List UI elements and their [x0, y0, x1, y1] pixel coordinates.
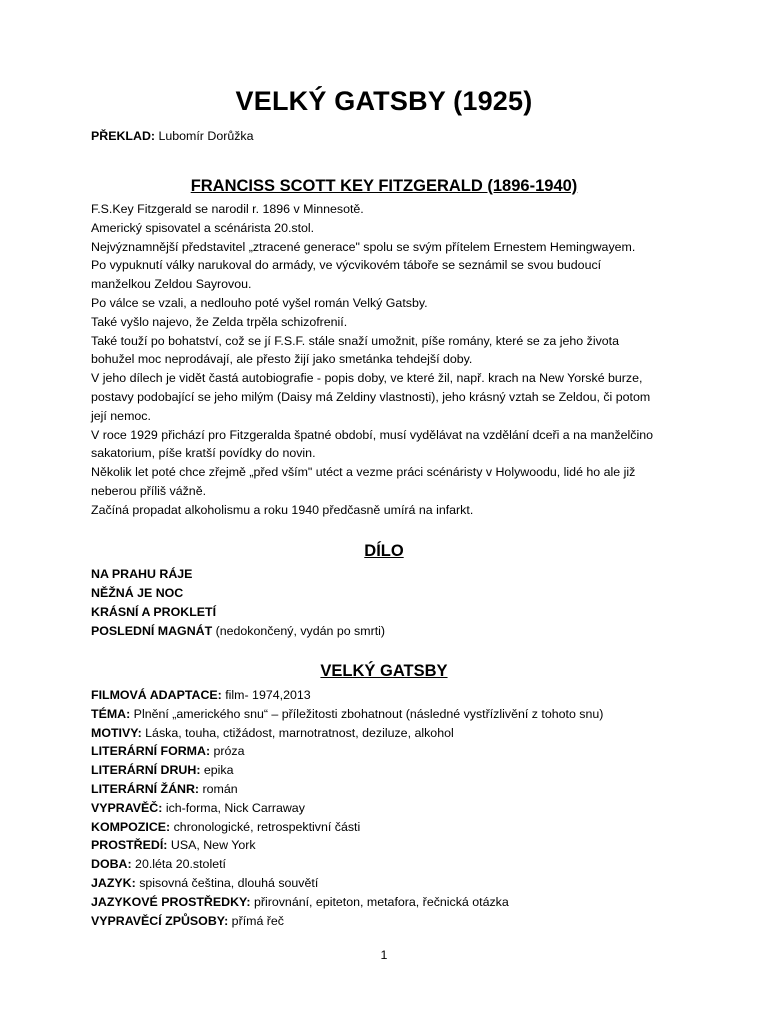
detail-value: film- 1974,2013 [221, 688, 311, 702]
author-heading: FRANCISS SCOTT KEY FITZGERALD (1896-1940) [190, 177, 578, 195]
detail-label: LITERÁRNÍ DRUH: [91, 763, 201, 778]
detail-row [91, 913, 284, 929]
work-note: (nedokončený, vydán po smrti) [212, 624, 386, 638]
bio-line: V jeho dílech je vidět častá autobiografie - popis doby, ve které žil, např. krach na New Yorské burze, [91, 371, 643, 386]
detail-label: FILMOVÁ ADAPTACE: [91, 688, 222, 702]
page-number: 1 [380, 948, 388, 962]
works-heading: DÍLO [364, 542, 404, 560]
detail-value: Láska, touha, ctižádost, marnotratnost, deziluze, alkohol [141, 725, 454, 740]
work-title: KRÁSNÍ A PROKLETÍ [91, 605, 217, 619]
work-title: NĚŽNÁ JE NOC [91, 586, 184, 600]
work-item [91, 604, 216, 620]
detail-row [91, 706, 603, 722]
bio-line: F.S.Key Fitzgerald se narodil r. 1896 v Minnesotě. [91, 202, 364, 216]
detail-row [91, 743, 245, 759]
detail-row [91, 875, 318, 891]
detail-value: ich-forma, Nick Carraway [162, 800, 305, 815]
detail-label: PROSTŘEDÍ: [91, 838, 168, 853]
detail-row [91, 781, 238, 797]
detail-row [91, 894, 509, 910]
detail-value: 20.léta 20.století [131, 857, 226, 872]
detail-label: VYPRAVĚCÍ ZPŮSOBY: [91, 913, 229, 928]
work-title: NA PRAHU RÁJE [91, 567, 193, 581]
detail-value: přímá řeč [228, 913, 285, 928]
detail-row [91, 800, 305, 816]
bio-line: manželkou Zeldou Sayrovou. [91, 277, 252, 292]
bio-line: postavy podobající se jeho milým (Daisy má Zeldiny vlastnosti), jeho krásný vztah se Zeldou, či potom [91, 390, 651, 404]
gatsby-heading: VELKÝ GATSBY [320, 662, 448, 680]
bio-line: bohužel moc neprodávají, ale přesto žijí jako smetánka tehdejší doby. [91, 352, 473, 367]
translation-value: Lubomír Dorůžka [155, 129, 254, 143]
work-item [91, 623, 385, 639]
bio-line: sakatorium, píše kratší povídky do novin. [91, 446, 316, 461]
bio-line: Americký spisovatel a scénárista 20.stol. [91, 220, 315, 235]
bio-line: její nemoc. [91, 408, 151, 423]
page-title: VELKÝ GATSBY (1925) [235, 86, 533, 116]
detail-value: Plnění „amerického snu“ – příležitosti zbohatnout (následné vystřízlivění z tohoto snu) [130, 706, 604, 721]
detail-label: MOTIVY: [91, 725, 142, 740]
bio-line: Začíná propadat alkoholismu a roku 1940 předčasně umírá na infarkt. [91, 502, 474, 517]
detail-value: spisovná čeština, dlouhá souvětí [135, 876, 319, 890]
detail-label: LITERÁRNÍ ŽÁNR: [91, 782, 200, 796]
detail-label: VYPRAVĚČ: [91, 800, 163, 815]
detail-value: próza [210, 744, 245, 759]
detail-label: JAZYKOVÉ PROSTŘEDKY: [91, 894, 251, 909]
bio-line: Po vypuknutí války narukoval do armády, ve výcvikovém táboře se seznámil se svou budoucí [91, 258, 602, 273]
bio-line: Nejvýznamnější představitel „ztracené generace" spolu se svým přítelem Ernestem Hemingwayem. [91, 239, 636, 254]
detail-value: román [199, 782, 238, 796]
detail-value: epika [200, 763, 234, 778]
detail-row [91, 819, 360, 835]
work-item [91, 585, 183, 601]
translation-label: PŘEKLAD: [91, 129, 156, 143]
detail-label: LITERÁRNÍ FORMA: [91, 744, 211, 759]
detail-label: DOBA: [91, 857, 132, 872]
work-item [91, 566, 192, 582]
bio-line: Několik let poté chce zřejmě „před vším" utéct a vezme práci scénáristy v Holywoodu, lidé ho ale již [91, 465, 636, 480]
detail-value: chronologické, retrospektivní části [170, 819, 361, 834]
detail-row [91, 762, 234, 778]
detail-label: JAZYK: [91, 876, 136, 890]
bio-line: neberou příliš vážně. [91, 484, 207, 498]
detail-row [91, 725, 454, 741]
bio-line: Po válce se vzali, a nedlouho poté vyšel román Velký Gatsby. [91, 296, 428, 310]
bio-line: Také touží po bohatství, což se jí F.S.F. stále snaží umožnit, píše romány, které se za jeho života [91, 333, 619, 348]
detail-row [91, 856, 226, 872]
bio-line: Také vyšlo najevo, že Zelda trpěla schizofrenií. [91, 314, 348, 329]
translation-line [91, 128, 254, 144]
detail-row [91, 687, 311, 703]
detail-label: KOMPOZICE: [91, 819, 171, 834]
bio-line: V roce 1929 přichází pro Fitzgeralda špatné období, musí vydělávat na vzdělání dceři a na manželčino [91, 427, 654, 442]
detail-label: TÉMA: [91, 706, 131, 721]
detail-value: přirovnání, epiteton, metafora, řečnická otázka [250, 894, 509, 909]
work-title: POSLEDNÍ MAGNÁT [91, 624, 213, 638]
detail-value: USA, New York [167, 838, 256, 853]
detail-row [91, 837, 256, 853]
